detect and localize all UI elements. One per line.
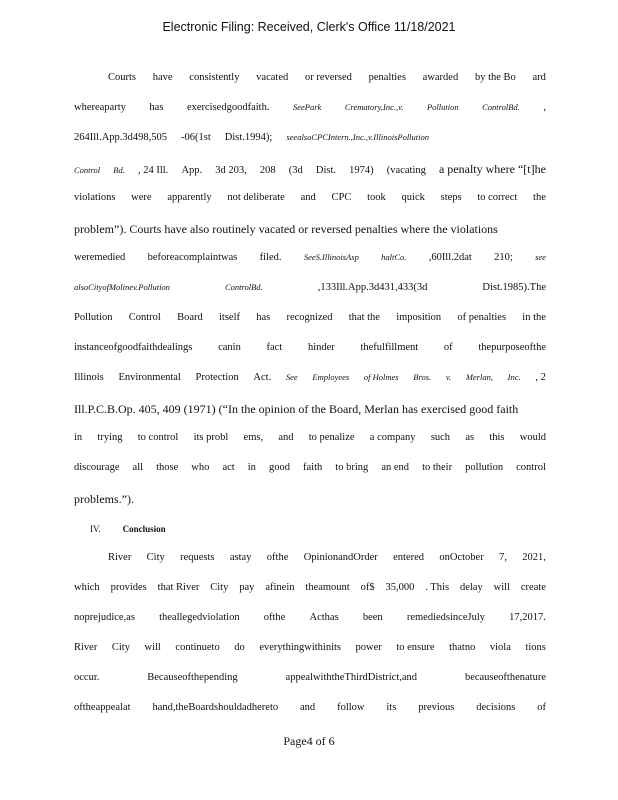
- body-text: 3d 203,: [215, 165, 247, 176]
- body-text: good: [268, 462, 290, 473]
- text-line: [74, 492, 546, 507]
- citation-text: of Holmes: [363, 372, 399, 382]
- body-text: 2021,: [522, 552, 546, 563]
- filing-stamp-header: Electronic Filing: Received, Clerk's Office 11/18/2021: [162, 20, 456, 34]
- body-text: awarded: [422, 72, 459, 83]
- body-text: of penalties: [457, 312, 507, 323]
- body-text: to their: [422, 462, 453, 473]
- body-text: steps: [440, 192, 462, 203]
- citation-text: alsoCityofMolinev.Pollution: [74, 282, 170, 292]
- text-line: [74, 642, 546, 653]
- body-text: 7,: [499, 552, 507, 563]
- body-text: afinein: [265, 582, 295, 593]
- body-text: City: [210, 582, 229, 593]
- body-text: thatno: [449, 642, 476, 653]
- body-text: ofthe: [266, 552, 289, 563]
- body-text: River: [108, 552, 132, 563]
- body-text: in: [247, 462, 256, 473]
- body-text: do: [234, 642, 245, 653]
- body-text: becauseofthenature: [464, 672, 546, 683]
- body-text: which: [74, 582, 100, 593]
- text-line: [74, 132, 546, 143]
- body-text: pollution: [465, 462, 504, 473]
- body-text: Dist.1985).The: [482, 282, 546, 293]
- citation-text: Bros.: [413, 372, 432, 382]
- body-text: in the: [522, 312, 546, 323]
- body-text: ems,: [243, 432, 264, 443]
- body-text: Courts: [108, 72, 137, 83]
- section-heading: [90, 524, 166, 534]
- section-title: Conclusion: [122, 524, 166, 534]
- body-text: oftheappealat: [74, 702, 131, 713]
- body-text: follow: [337, 702, 365, 713]
- text-line: [74, 372, 546, 383]
- body-text: beforeacomplaintwas: [147, 252, 238, 263]
- body-text: a company: [369, 432, 416, 443]
- body-text: quick: [401, 192, 425, 203]
- body-text: entered: [393, 552, 425, 563]
- body-text: as: [465, 432, 475, 443]
- body-text: (vacating: [386, 165, 426, 176]
- page-number: Page4 of 6: [283, 734, 335, 748]
- body-text: provides: [110, 582, 147, 593]
- body-text: trying: [97, 432, 123, 443]
- body-text: 1974): [349, 165, 374, 176]
- body-text: a penalty where “[t]he: [438, 162, 546, 176]
- body-text: problems.”).: [74, 492, 134, 506]
- body-text: will: [144, 642, 161, 653]
- body-text: Protection: [195, 372, 239, 383]
- citation-text: v.: [445, 372, 452, 382]
- body-text: Illinois: [74, 372, 104, 383]
- body-text: ,133Ill.App.3d431,433(3d: [317, 282, 428, 293]
- body-text: App.: [181, 165, 203, 176]
- body-text: exercisedgoodfaith.: [186, 102, 270, 113]
- body-text: that the: [348, 312, 380, 323]
- body-text: , 2: [535, 372, 546, 383]
- body-text: to bring: [335, 462, 369, 473]
- text-line: [108, 72, 546, 83]
- body-text: Acthas: [309, 612, 339, 623]
- body-text: not deliberate: [227, 192, 285, 203]
- citation-text: ControlBd.: [224, 282, 263, 292]
- body-text: by the Bo: [474, 72, 516, 83]
- body-text: Environmental: [118, 372, 181, 383]
- body-text: that River: [157, 582, 200, 593]
- section-number: IV.: [90, 524, 101, 534]
- body-text: hand,theBoardshouldadhereto: [152, 702, 279, 713]
- body-text: 264Ill.App.3d498,505: [74, 132, 168, 143]
- citation-text: Bd.: [113, 165, 125, 175]
- citation-text: SeeS.IllinoisAsp: [303, 252, 359, 262]
- body-text: filed.: [259, 252, 282, 263]
- body-text: all: [132, 462, 144, 473]
- body-text: has: [256, 312, 271, 323]
- body-text: create: [520, 582, 546, 593]
- body-text: , 24 Ill.: [137, 165, 169, 176]
- citation-text: ControlBd.: [482, 102, 520, 112]
- body-text: everythingwithinits: [259, 642, 341, 653]
- citation-text: SeePark: [293, 102, 322, 112]
- body-text: theamount: [305, 582, 350, 593]
- body-text: to ensure: [396, 642, 435, 653]
- body-text: Dist.: [315, 165, 337, 176]
- text-line: [74, 432, 546, 443]
- body-text: its probl: [193, 432, 229, 443]
- body-text: of: [537, 702, 546, 713]
- body-text: apparently: [167, 192, 212, 203]
- citation-text: Pollution: [426, 102, 459, 112]
- text-line: [74, 462, 546, 473]
- body-text: noprejudice,as: [74, 612, 135, 623]
- body-text: in: [74, 432, 83, 443]
- body-text: City: [111, 642, 130, 653]
- body-text: theallegedviolation: [159, 612, 240, 623]
- body-text: delay: [459, 582, 483, 593]
- body-text: penalties: [368, 72, 406, 83]
- body-text: ,60Ill.2dat: [428, 252, 472, 263]
- body-text: Pollution: [74, 312, 113, 323]
- body-text: its: [386, 702, 397, 713]
- body-text: River: [74, 642, 98, 653]
- text-line: [74, 342, 546, 353]
- body-text: thefulfillment: [360, 342, 419, 353]
- body-text: and: [300, 192, 316, 203]
- body-text: of: [443, 342, 453, 353]
- body-text: an end: [381, 462, 410, 473]
- body-text: faith: [303, 462, 323, 473]
- citation-text: See: [285, 372, 298, 382]
- citation-text: haltCo.: [381, 252, 407, 262]
- body-text: such: [430, 432, 451, 443]
- body-text: have: [152, 72, 173, 83]
- body-text: and: [300, 702, 316, 713]
- body-text: been: [362, 612, 383, 623]
- body-text: the: [533, 192, 546, 203]
- body-text: Ill.P.C.B.Op. 405, 409 (1971) (“In the opinion of the Board, Merlan has exercised good faith: [74, 402, 519, 416]
- body-text: remediedsinceJuly: [406, 612, 485, 623]
- body-text: onOctober: [439, 552, 484, 563]
- body-text: weremedied: [74, 252, 126, 263]
- body-text: 17,2017.: [509, 612, 546, 623]
- body-text: tions: [525, 642, 546, 653]
- body-text: occur.: [74, 672, 100, 683]
- body-text: instanceofgoodfaithdealings: [74, 342, 193, 353]
- body-text: act: [222, 462, 235, 473]
- body-text: problem”). Courts have also routinely vacated or reversed penalties where the violations: [74, 222, 498, 236]
- body-text: continueto: [175, 642, 220, 653]
- body-text: those: [156, 462, 179, 473]
- body-text: thepurposeofthe: [478, 342, 546, 353]
- body-text: to penalize: [308, 432, 355, 443]
- body-text: this: [489, 432, 505, 443]
- body-text: Control: [128, 312, 161, 323]
- body-text: hinder: [307, 342, 335, 353]
- citation-text: see: [535, 252, 546, 262]
- body-text: Act.: [253, 372, 272, 383]
- body-text: will: [493, 582, 510, 593]
- body-text: were: [131, 192, 152, 203]
- body-text: or reversed: [304, 72, 352, 83]
- body-text: and: [278, 432, 294, 443]
- body-text: 208: [259, 165, 276, 176]
- citation-text: seealsoCPCIntern.,Inc.,v.IllinoisPollution: [286, 132, 430, 142]
- citation-text: Crematory,Inc.,v.: [344, 102, 404, 112]
- body-text: ,: [543, 102, 546, 113]
- text-line: [108, 552, 546, 563]
- text-line: [74, 222, 546, 237]
- body-text: consistently: [189, 72, 240, 83]
- text-line: [74, 252, 546, 263]
- body-text: -06(1st: [181, 132, 211, 143]
- body-text: astay: [229, 552, 252, 563]
- body-text: City: [146, 552, 165, 563]
- body-text: has: [149, 102, 164, 113]
- body-text: canin: [218, 342, 241, 353]
- text-line: [74, 102, 546, 113]
- body-text: Dist.1994);: [224, 132, 273, 143]
- text-line: [74, 402, 546, 417]
- body-text: took: [367, 192, 386, 203]
- citation-text: Employees: [312, 372, 350, 382]
- body-text: would: [519, 432, 546, 443]
- citation-text: Control: [74, 165, 101, 175]
- body-text: viola: [489, 642, 511, 653]
- text-line: [74, 582, 546, 593]
- body-text: vacated: [256, 72, 289, 83]
- body-text: discourage: [74, 462, 120, 473]
- text-line: [74, 192, 546, 203]
- text-line: [74, 162, 546, 177]
- citation-text: Inc.: [507, 372, 521, 382]
- body-text: to control: [137, 432, 179, 443]
- body-text: CPC: [331, 192, 352, 203]
- body-text: to correct: [477, 192, 518, 203]
- body-text: appealwiththeThirdDistrict,and: [285, 672, 418, 683]
- body-text: decisions: [476, 702, 516, 713]
- body-text: power: [355, 642, 382, 653]
- body-text: imposition: [396, 312, 442, 323]
- body-text: of$: [360, 582, 375, 593]
- body-text: violations: [74, 192, 116, 203]
- text-line: [74, 282, 546, 293]
- body-text: fact: [266, 342, 283, 353]
- body-text: itself: [218, 312, 240, 323]
- body-text: previous: [418, 702, 455, 713]
- body-text: (3d: [288, 165, 303, 176]
- body-text: Becauseofthepending: [147, 672, 238, 683]
- body-text: recognized: [286, 312, 333, 323]
- text-line: [74, 672, 546, 683]
- body-text: OpinionandOrder: [303, 552, 378, 563]
- body-text: ofthe: [263, 612, 286, 623]
- body-text: . This: [425, 582, 450, 593]
- body-text: control: [516, 462, 546, 473]
- body-text: requests: [180, 552, 215, 563]
- body-text: who: [191, 462, 210, 473]
- body-text: pay: [239, 582, 255, 593]
- body-text: 210;: [494, 252, 513, 263]
- body-text: 35,000: [385, 582, 415, 593]
- body-text: whereaparty: [74, 102, 126, 113]
- text-line: [74, 612, 546, 623]
- body-text: ard: [532, 72, 546, 83]
- text-line: [74, 702, 546, 713]
- citation-text: Merlan,: [465, 372, 493, 382]
- text-line: [74, 312, 546, 323]
- body-text: Board: [177, 312, 203, 323]
